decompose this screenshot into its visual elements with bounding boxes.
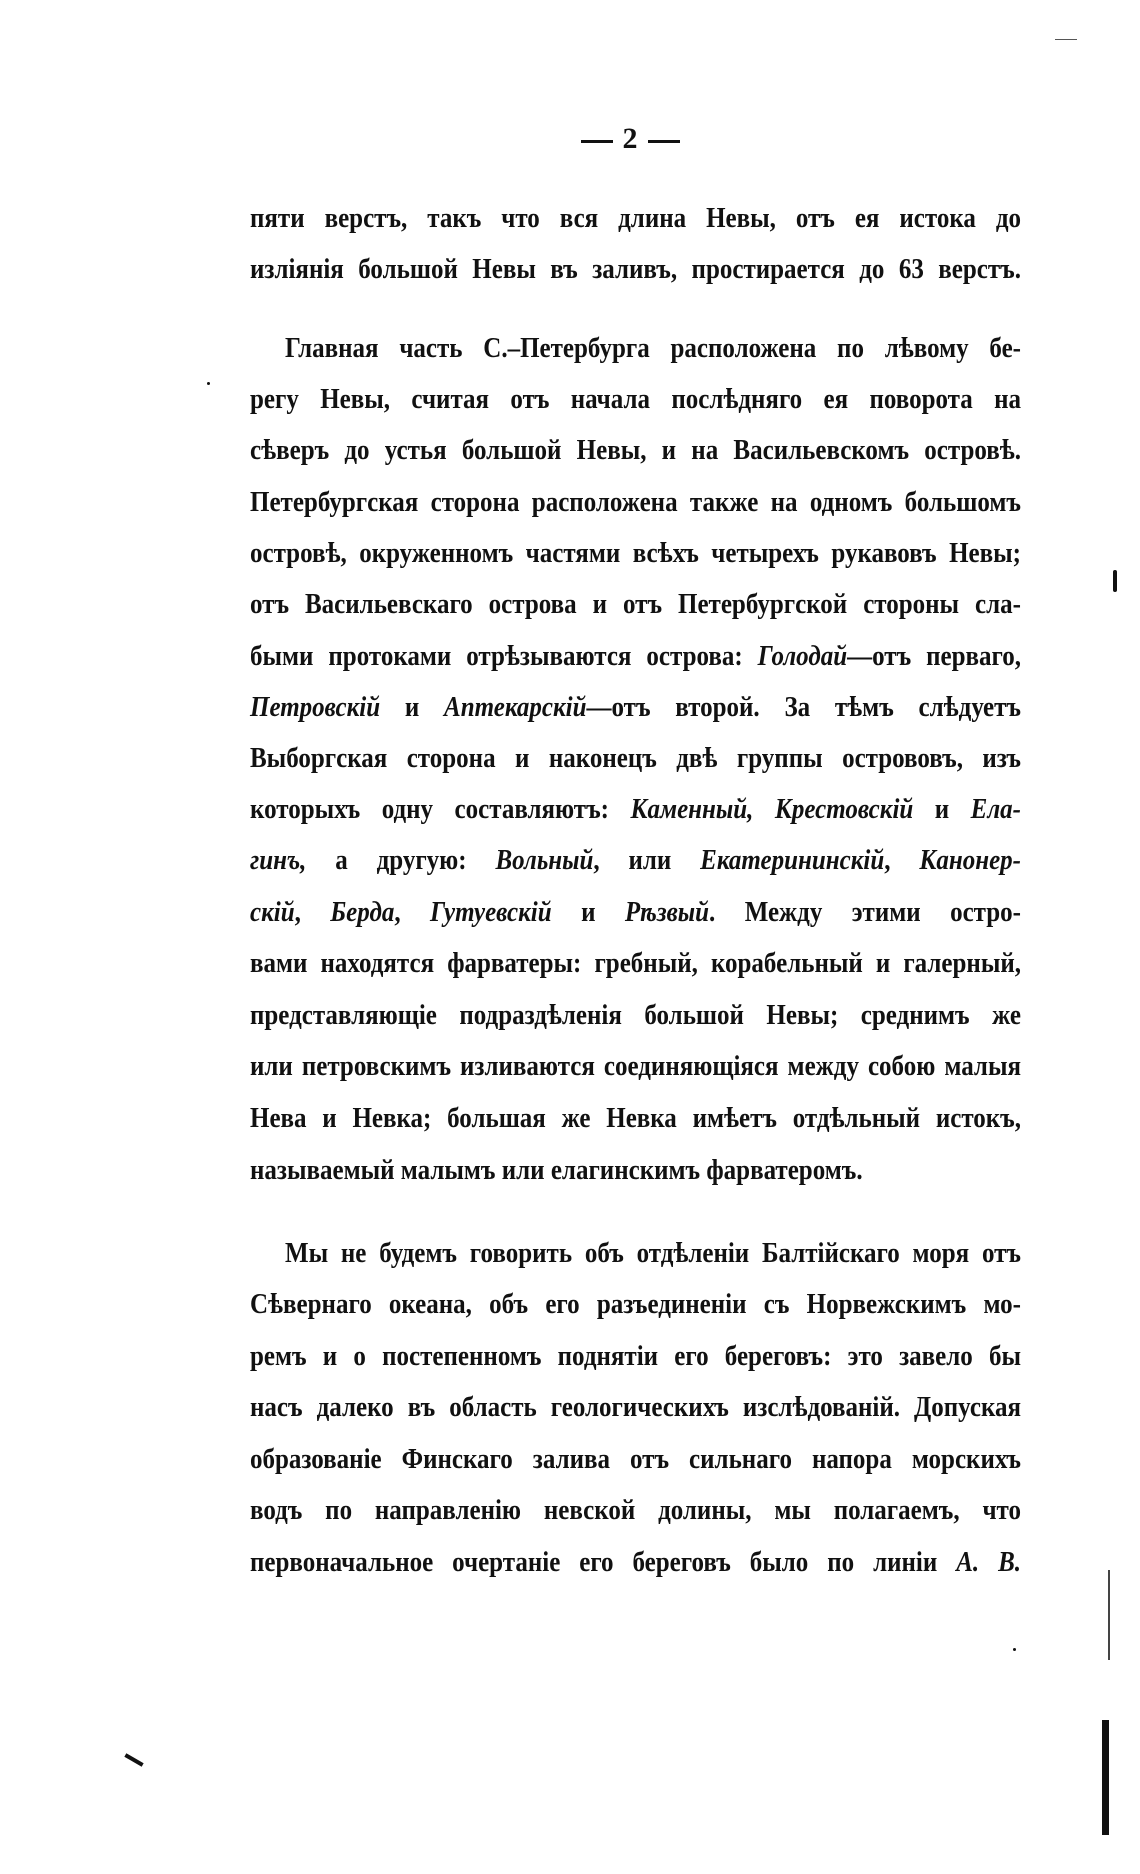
text-segment: регу Невы, считая отъ начала послѣдняго ея поворота на	[250, 384, 1021, 415]
text-segment: Сѣвернаго океана, объ его разъединеніи съ Норвежскимъ мо-	[250, 1289, 1021, 1320]
italic-segment: Гутуевскій	[430, 897, 552, 928]
italic-segment: Петровскій	[250, 692, 381, 723]
text-line	[250, 251, 1021, 289]
text-line	[250, 894, 1021, 932]
text-line	[250, 791, 1021, 829]
text-segment: а другую:	[306, 845, 496, 876]
page-number	[560, 122, 700, 156]
text-segment: и	[380, 692, 445, 723]
text-line	[250, 1338, 1021, 1376]
text-line	[250, 1492, 1021, 1530]
text-segment: ,	[294, 897, 331, 928]
text-line	[250, 638, 1021, 676]
text-segment: образованіе Финскаго залива отъ сильнаго напора морскихъ	[250, 1444, 1021, 1475]
text-segment: Петербургская сторона расположена также на одномъ большомъ	[250, 487, 1021, 518]
italic-segment: гинъ,	[250, 845, 307, 876]
text-segment: островѣ, окруженномъ частями всѣхъ четырехъ рукавовъ Невы;	[250, 538, 1021, 569]
text-segment: быми протоками отрѣзываются острова:	[250, 641, 758, 672]
italic-segment: Ела-	[970, 794, 1022, 825]
text-line	[250, 1544, 1021, 1582]
text-line	[250, 535, 1021, 573]
scan-bar-right	[1102, 1720, 1109, 1835]
text-line	[250, 484, 1021, 522]
italic-segment: Каменный, Крестовскій	[630, 794, 914, 825]
italic-segment: Канонер-	[919, 845, 1022, 876]
text-segment: сѣверъ до устья большой Невы, и на Васильевскомъ островѣ.	[250, 435, 1021, 466]
text-segment: Выборгская сторона и наконецъ двѣ группы острововъ, изъ	[250, 743, 1021, 774]
text-line	[285, 1235, 1021, 1273]
italic-segment: Екатерининскій	[700, 845, 885, 876]
text-segment: изліянія большой Невы въ заливъ, простирается до 63 верстъ.	[250, 254, 1021, 285]
text-line	[250, 586, 1021, 624]
text-segment: ремъ и о постепенномъ поднятіи его береговъ: это завело бы	[250, 1341, 1021, 1372]
text-line	[250, 200, 1021, 238]
text-segment: , или	[593, 845, 701, 876]
text-line	[250, 1100, 1021, 1138]
text-segment: вами находятся фарватеры: гребный, корабельный и галерный,	[250, 948, 1021, 979]
text-segment: первоначальное очертаніе его береговъ было по линіи	[250, 1547, 957, 1578]
page-number-value: 2	[622, 122, 638, 155]
dash-right	[648, 140, 680, 143]
text-segment: водъ по направленію невской долины, мы полагаемъ, что	[250, 1495, 1021, 1526]
text-segment: и	[551, 897, 625, 928]
text-line	[250, 1441, 1021, 1479]
text-line	[250, 432, 1021, 470]
text-line	[250, 1389, 1021, 1427]
text-segment: . Между этими остро-	[709, 897, 1021, 928]
text-segment: Главная часть С.–Петербурга расположена по лѣвому бе-	[285, 333, 1021, 364]
text-line	[250, 842, 1021, 880]
text-segment: отъ Васильевскаго острова и отъ Петербургской стороны сла-	[250, 589, 1021, 620]
scan-mark-bottom-left	[124, 1753, 143, 1766]
text-segment: называемый малымъ или елагинскимъ фарватеромъ.	[250, 1155, 863, 1186]
text-line	[250, 1286, 1021, 1324]
text-segment: которыхъ одну составляютъ:	[250, 794, 631, 825]
text-line	[250, 1152, 1021, 1190]
scan-line-right	[1108, 1570, 1110, 1660]
italic-segment: Вольный	[495, 845, 594, 876]
text-segment: или петровскимъ изливаются соединяющіяся между собою малыя	[250, 1051, 1021, 1082]
text-segment: ,	[394, 897, 431, 928]
italic-segment: Аптекарскій	[444, 692, 587, 723]
text-segment: ,	[884, 845, 920, 876]
italic-segment: Голодай	[757, 641, 848, 672]
text-segment: представляющіе подраздѣленія большой Невы; среднимъ же	[250, 1000, 1021, 1031]
scan-mark-right	[1113, 570, 1117, 592]
italic-segment: Рѣзвый	[624, 897, 710, 928]
text-segment: Мы не будемъ говорить объ отдѣленіи Балтійскаго моря отъ	[285, 1238, 1021, 1269]
text-line	[250, 1048, 1021, 1086]
italic-segment: Берда	[330, 897, 395, 928]
dash-left	[581, 140, 613, 143]
text-line	[250, 945, 1021, 983]
text-segment: —отъ второй. За тѣмъ слѣдуетъ	[586, 692, 1021, 723]
text-segment: Нева и Невка; большая же Невка имѣетъ отдѣльный истокъ,	[250, 1103, 1021, 1134]
text-segment: насъ далеко въ область геологическихъ изслѣдованій. Допуская	[250, 1392, 1021, 1423]
text-segment: —отъ перваго,	[847, 641, 1021, 672]
scan-dot-left	[207, 382, 210, 385]
text-line	[250, 997, 1021, 1035]
scan-dot-right	[1013, 1648, 1016, 1651]
scan-mark-top-right	[1055, 39, 1077, 40]
text-line	[250, 381, 1021, 419]
italic-segment: A. B.	[956, 1547, 1021, 1578]
text-segment: пяти верстъ, такъ что вся длина Невы, отъ ея истока до	[250, 203, 1021, 234]
text-line	[285, 330, 1021, 368]
italic-segment: скій	[250, 897, 295, 928]
text-line	[250, 689, 1021, 727]
text-segment: и	[913, 794, 971, 825]
text-line	[250, 740, 1021, 778]
